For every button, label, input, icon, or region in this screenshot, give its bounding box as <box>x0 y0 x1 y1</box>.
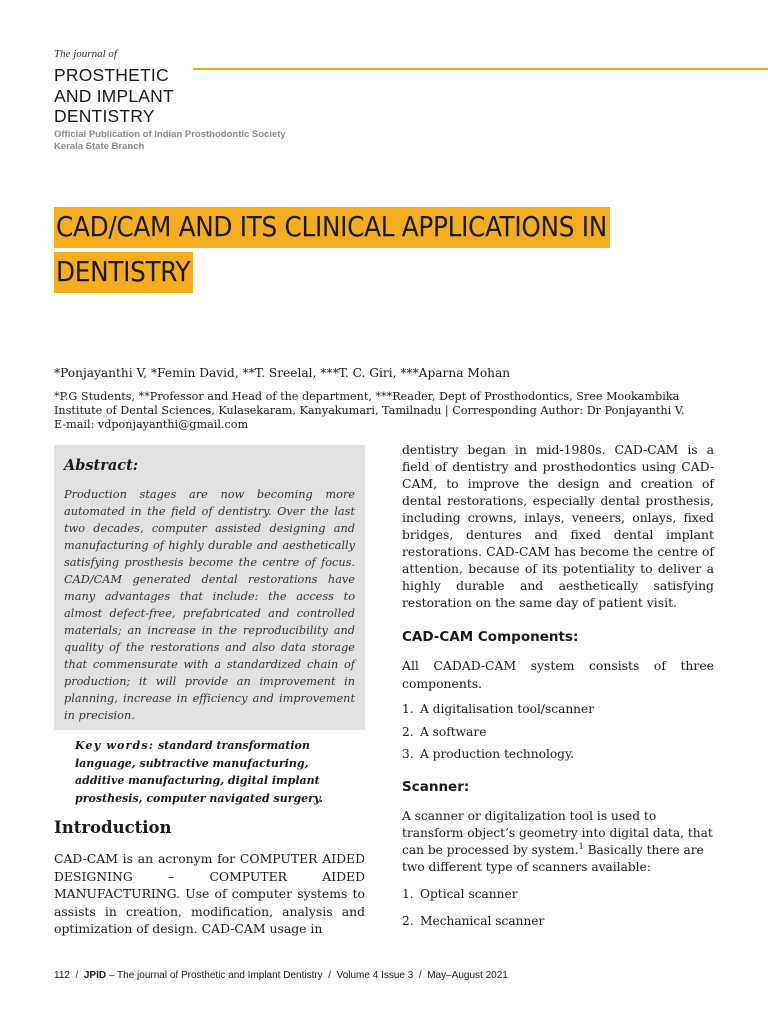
components-text: All CADAD-CAM system consists of three components. <box>402 658 714 691</box>
author-list: *Ponjayanthi V, *Femin David, **T. Sreelal, ***T. C. Giri, ***Aparna Mohan <box>54 366 511 380</box>
list-text: A digitalisation tool/scanner <box>420 702 595 716</box>
keywords-label: Key words: <box>75 739 155 752</box>
journal-name <box>54 65 174 127</box>
article-title-line: DENTISTRY <box>54 252 193 293</box>
affiliation-line: *P.G Students, **Professor and Head of the department, ***Reader, Dept of Prosthodontics, Sree Mookambika <box>54 390 680 403</box>
masthead-rule <box>193 68 768 70</box>
affiliation-line: E-mail: vdponjayanthi@gmail.com <box>54 418 249 431</box>
publisher-line: Kerala State Branch <box>54 140 145 152</box>
list-text: A production technology. <box>420 747 575 761</box>
list-number: 2. <box>402 725 414 739</box>
page-footer <box>54 970 508 981</box>
list-item <box>402 702 594 716</box>
volume-issue: Volume 4 Issue 3 <box>336 970 414 981</box>
list-number: 1. <box>402 702 414 716</box>
affiliations <box>54 390 724 432</box>
components-heading: CAD-CAM Components: <box>402 629 579 645</box>
article-title-line: CAD/CAM AND ITS CLINICAL APPLICATIONS IN <box>54 207 610 248</box>
abstract-heading: Abstract: <box>64 457 139 474</box>
citation-ref: 1 <box>578 841 584 851</box>
list-item <box>402 914 544 928</box>
list-number: 3. <box>402 747 414 761</box>
journal-prefix: The journal of <box>54 48 117 60</box>
scanner-text <box>402 808 714 876</box>
publisher-line: Official Publication of Indian Prosthodontic Society <box>54 129 286 140</box>
abstract-text: Production stages are now becoming more automated in the field of dentistry. Over the last two decades, computer assisted designing and manufacturing of highly durable and aesthetically satisfying prosthesis become the centre of focus. CAD/CAM generated dental restorations have many advantages that include: the access to almost defect-free, prefabricated and controlled materials; an increase in the reproducibility and quality of the restorations and also data storage that commensurate with a standardized chain of production; it will provide an improvement in planning, increase in efficiency and improvement in precision. <box>64 488 355 722</box>
affiliation-line: Institute of Dental Sciences, Kulasekaram, Kanyakumari, Tamilnadu | Corresponding Author: Dr Ponjayanthi V. <box>54 404 685 417</box>
footer-separator: / <box>418 970 422 981</box>
keywords <box>75 737 352 807</box>
intro-continuation-text: dentistry began in mid-1980s. CAD-CAM is a field of dentistry and prosthodontics using CAD-CAM, to improve the design and creation of dental restorations, especially dental prosthesis, including crowns, inlays, veneers, onlays, fixed bridges, dentures and fixed dental implant restorations. CAD-CAM has become the centre of attention, because of its potentiality to deliver a highly durable and aesthetically satisfying restoration on the same day of patient visit. <box>402 442 714 610</box>
list-text: Mechanical scanner <box>420 914 545 928</box>
list-number: 2. <box>402 914 414 928</box>
footer-separator: / <box>328 970 332 981</box>
list-number: 1. <box>402 887 414 901</box>
journal-publisher <box>54 129 286 152</box>
scanner-text-part: A scanner or digitalization tool is used to transform object’s geometry into digital data, that can be processed by system. <box>402 809 713 857</box>
footer-separator: / <box>75 970 79 981</box>
journal-name-line: AND IMPLANT <box>54 85 174 106</box>
list-text: A software <box>420 725 487 739</box>
introduction-text: CAD-CAM is an acronym for COMPUTER AIDED DESIGNING – COMPUTER AIDED MANUFACTURING. Use of computer systems to assists in creation, modification, analysis and optimization of design. CAD-CAM usage in <box>54 851 365 936</box>
list-item <box>402 887 518 901</box>
list-text: Optical scanner <box>420 887 518 901</box>
list-item <box>402 747 574 761</box>
scanner-text-part: Basically there are two different type of scanners available: <box>402 843 704 874</box>
journal-name-line: PROSTHETIC <box>54 65 169 85</box>
scanner-heading: Scanner: <box>402 779 470 795</box>
journal-abbreviation: JPID <box>83 970 107 981</box>
article-title <box>54 207 734 297</box>
page-number: 112 <box>54 970 70 981</box>
list-item <box>402 725 486 739</box>
keywords-text: standard transformation language, subtractive manufacturing, additive manufacturing, digital implant prosthesis, computer navigated surgery. <box>75 739 323 805</box>
issue-date: May–August 2021 <box>427 970 508 981</box>
journal-name-line: DENTISTRY <box>54 106 155 126</box>
abstract-box <box>54 445 365 730</box>
journal-full-name: – The journal of Prosthetic and Implant Dentistry <box>106 970 323 981</box>
introduction-heading: Introduction <box>54 818 172 837</box>
